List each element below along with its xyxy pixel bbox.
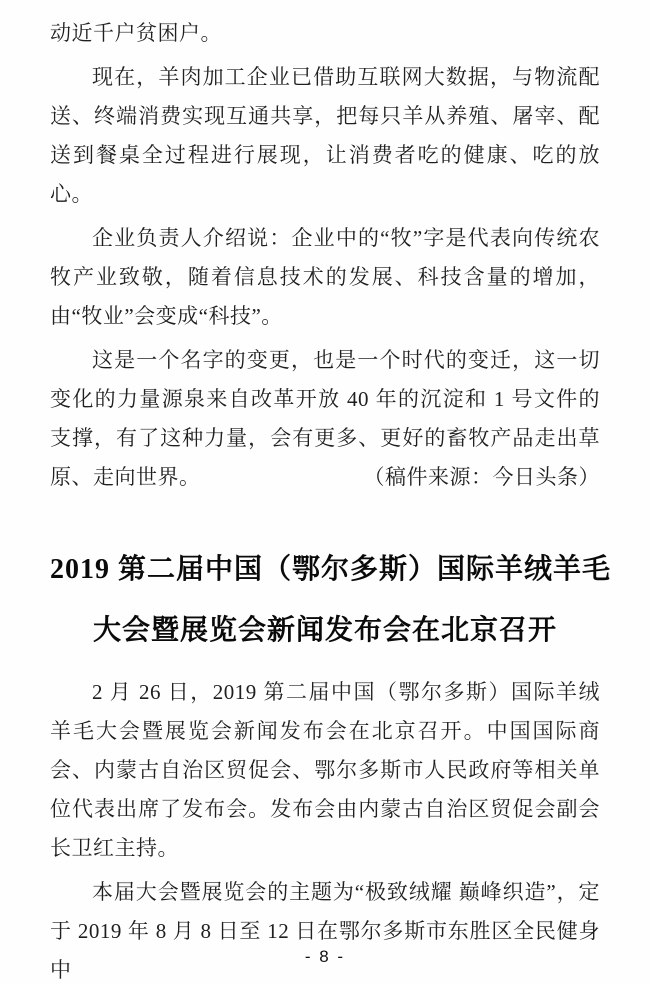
paragraph: 现在，羊肉加工企业已借助互联网大数据，与物流配送、终端消费实现互通共享，把每只羊从养殖、屠宰、配送到餐桌全过程进行展现，让消费者吃的健康、吃的放心。 [50,65,600,206]
article-title [50,539,612,661]
paragraph-with-source [50,341,600,497]
source-attribution: （稿件来源：今日头条） [363,465,600,489]
paragraph-truncated: 本届大会暨展览会的主题为“极致绒耀 巅峰织造”，定于 2019 年 8 月 8 日至 12 日在鄂尔多斯市东胜区全民健身中 [50,880,600,982]
article-title-line-1: 2019 第二届中国（鄂尔多斯）国际羊绒羊毛 [50,554,612,585]
paragraph-continuation: 动近千户贫困户。 [50,21,222,45]
paragraph: 2 月 26 日，2019 第二届中国（鄂尔多斯）国际羊绒羊毛大会暨展览会新闻发布会在北京召开。中国国际商会、内蒙古自治区贸促会、鄂尔多斯市人民政府等相关单位代表出席了发布会。发布会由内蒙古自治区贸促会副会长卫红主持。 [50,680,600,860]
paragraph-text: 这是一个名字的变更，也是一个时代的变迁，这一切变化的力量源泉来自改革开放 40 年的沉淀和 1 号文件的支撑，有了这种力量，会有更多、更好的畜牧产品走出草原、走向世界。 [50,348,600,489]
article-title-line-2: 大会暨展览会新闻发布会在北京召开 [92,615,557,646]
paragraph: 企业负责人介绍说：企业中的“牧”字是代表向传统农牧产业致敬，随着信息技术的发展、科技含量的增加，由“牧业”会变成“科技”。 [50,226,600,328]
page-number: - 8 - [304,947,346,966]
